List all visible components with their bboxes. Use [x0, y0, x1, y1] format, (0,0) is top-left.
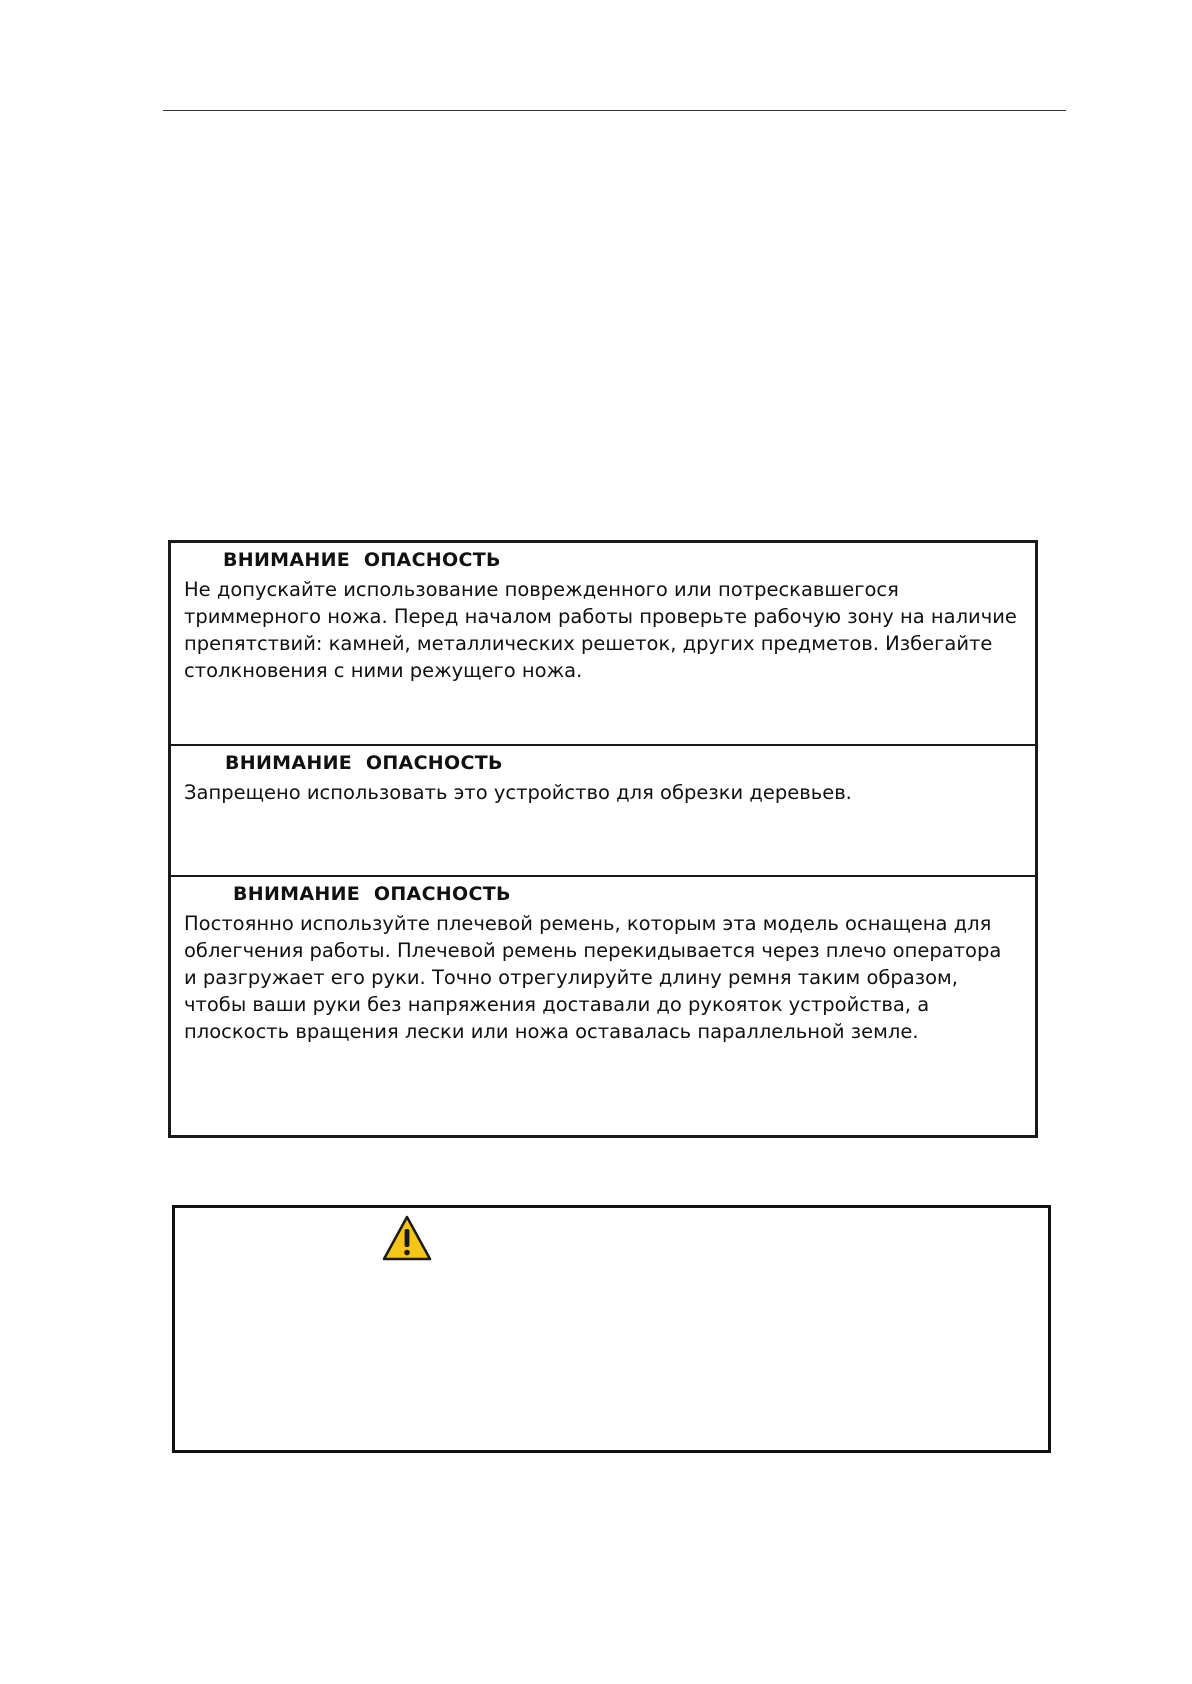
warning-text-line: чтобы ваши руки без напряжения доставали до рукояток устройства, а	[184, 993, 930, 1016]
warning-text-line: плоскость вращения лески или ножа оставалась параллельной земле.	[184, 1020, 919, 1043]
warning-triangle-icon	[381, 1214, 433, 1262]
header-rule	[163, 110, 1066, 111]
warning-title: ВНИМАНИЕ ОПАСНОСТЬ	[223, 549, 501, 571]
warning-title: ВНИМАНИЕ ОПАСНОСТЬ	[233, 883, 511, 905]
warning-text-line: триммерного ножа. Перед началом работы проверьте рабочую зону на наличие	[184, 605, 1017, 628]
warning-text-line: облегчения работы. Плечевой ремень перекидывается через плечо оператора	[184, 939, 1002, 962]
warning-text-line: и разгружает его руки. Точно отрегулируйте длину ремня таким образом,	[184, 966, 958, 989]
warning-text-line: препятствий: камней, металлических решеток, других предметов. Избегайте	[184, 632, 993, 655]
warning-table	[168, 540, 1038, 1138]
warning-cell-trees	[171, 744, 1035, 875]
warning-cell-strap	[171, 875, 1035, 1135]
warning-cell-blade	[171, 543, 1035, 744]
warning-text	[184, 576, 1024, 684]
warning-text-line: Не допускайте использование поврежденного или потрескавшегося	[184, 578, 899, 601]
warning-text	[184, 910, 1024, 1045]
warning-text	[184, 779, 1024, 806]
warning-text-line: Запрещено использовать это устройство для обрезки деревьев.	[184, 781, 852, 804]
warning-text-line: столкновения с ними режущего ножа.	[184, 659, 583, 682]
warning-title: ВНИМАНИЕ ОПАСНОСТЬ	[225, 752, 503, 774]
caution-box	[172, 1205, 1051, 1453]
warning-text-line: Постоянно используйте плечевой ремень, которым эта модель оснащена для	[184, 912, 992, 935]
